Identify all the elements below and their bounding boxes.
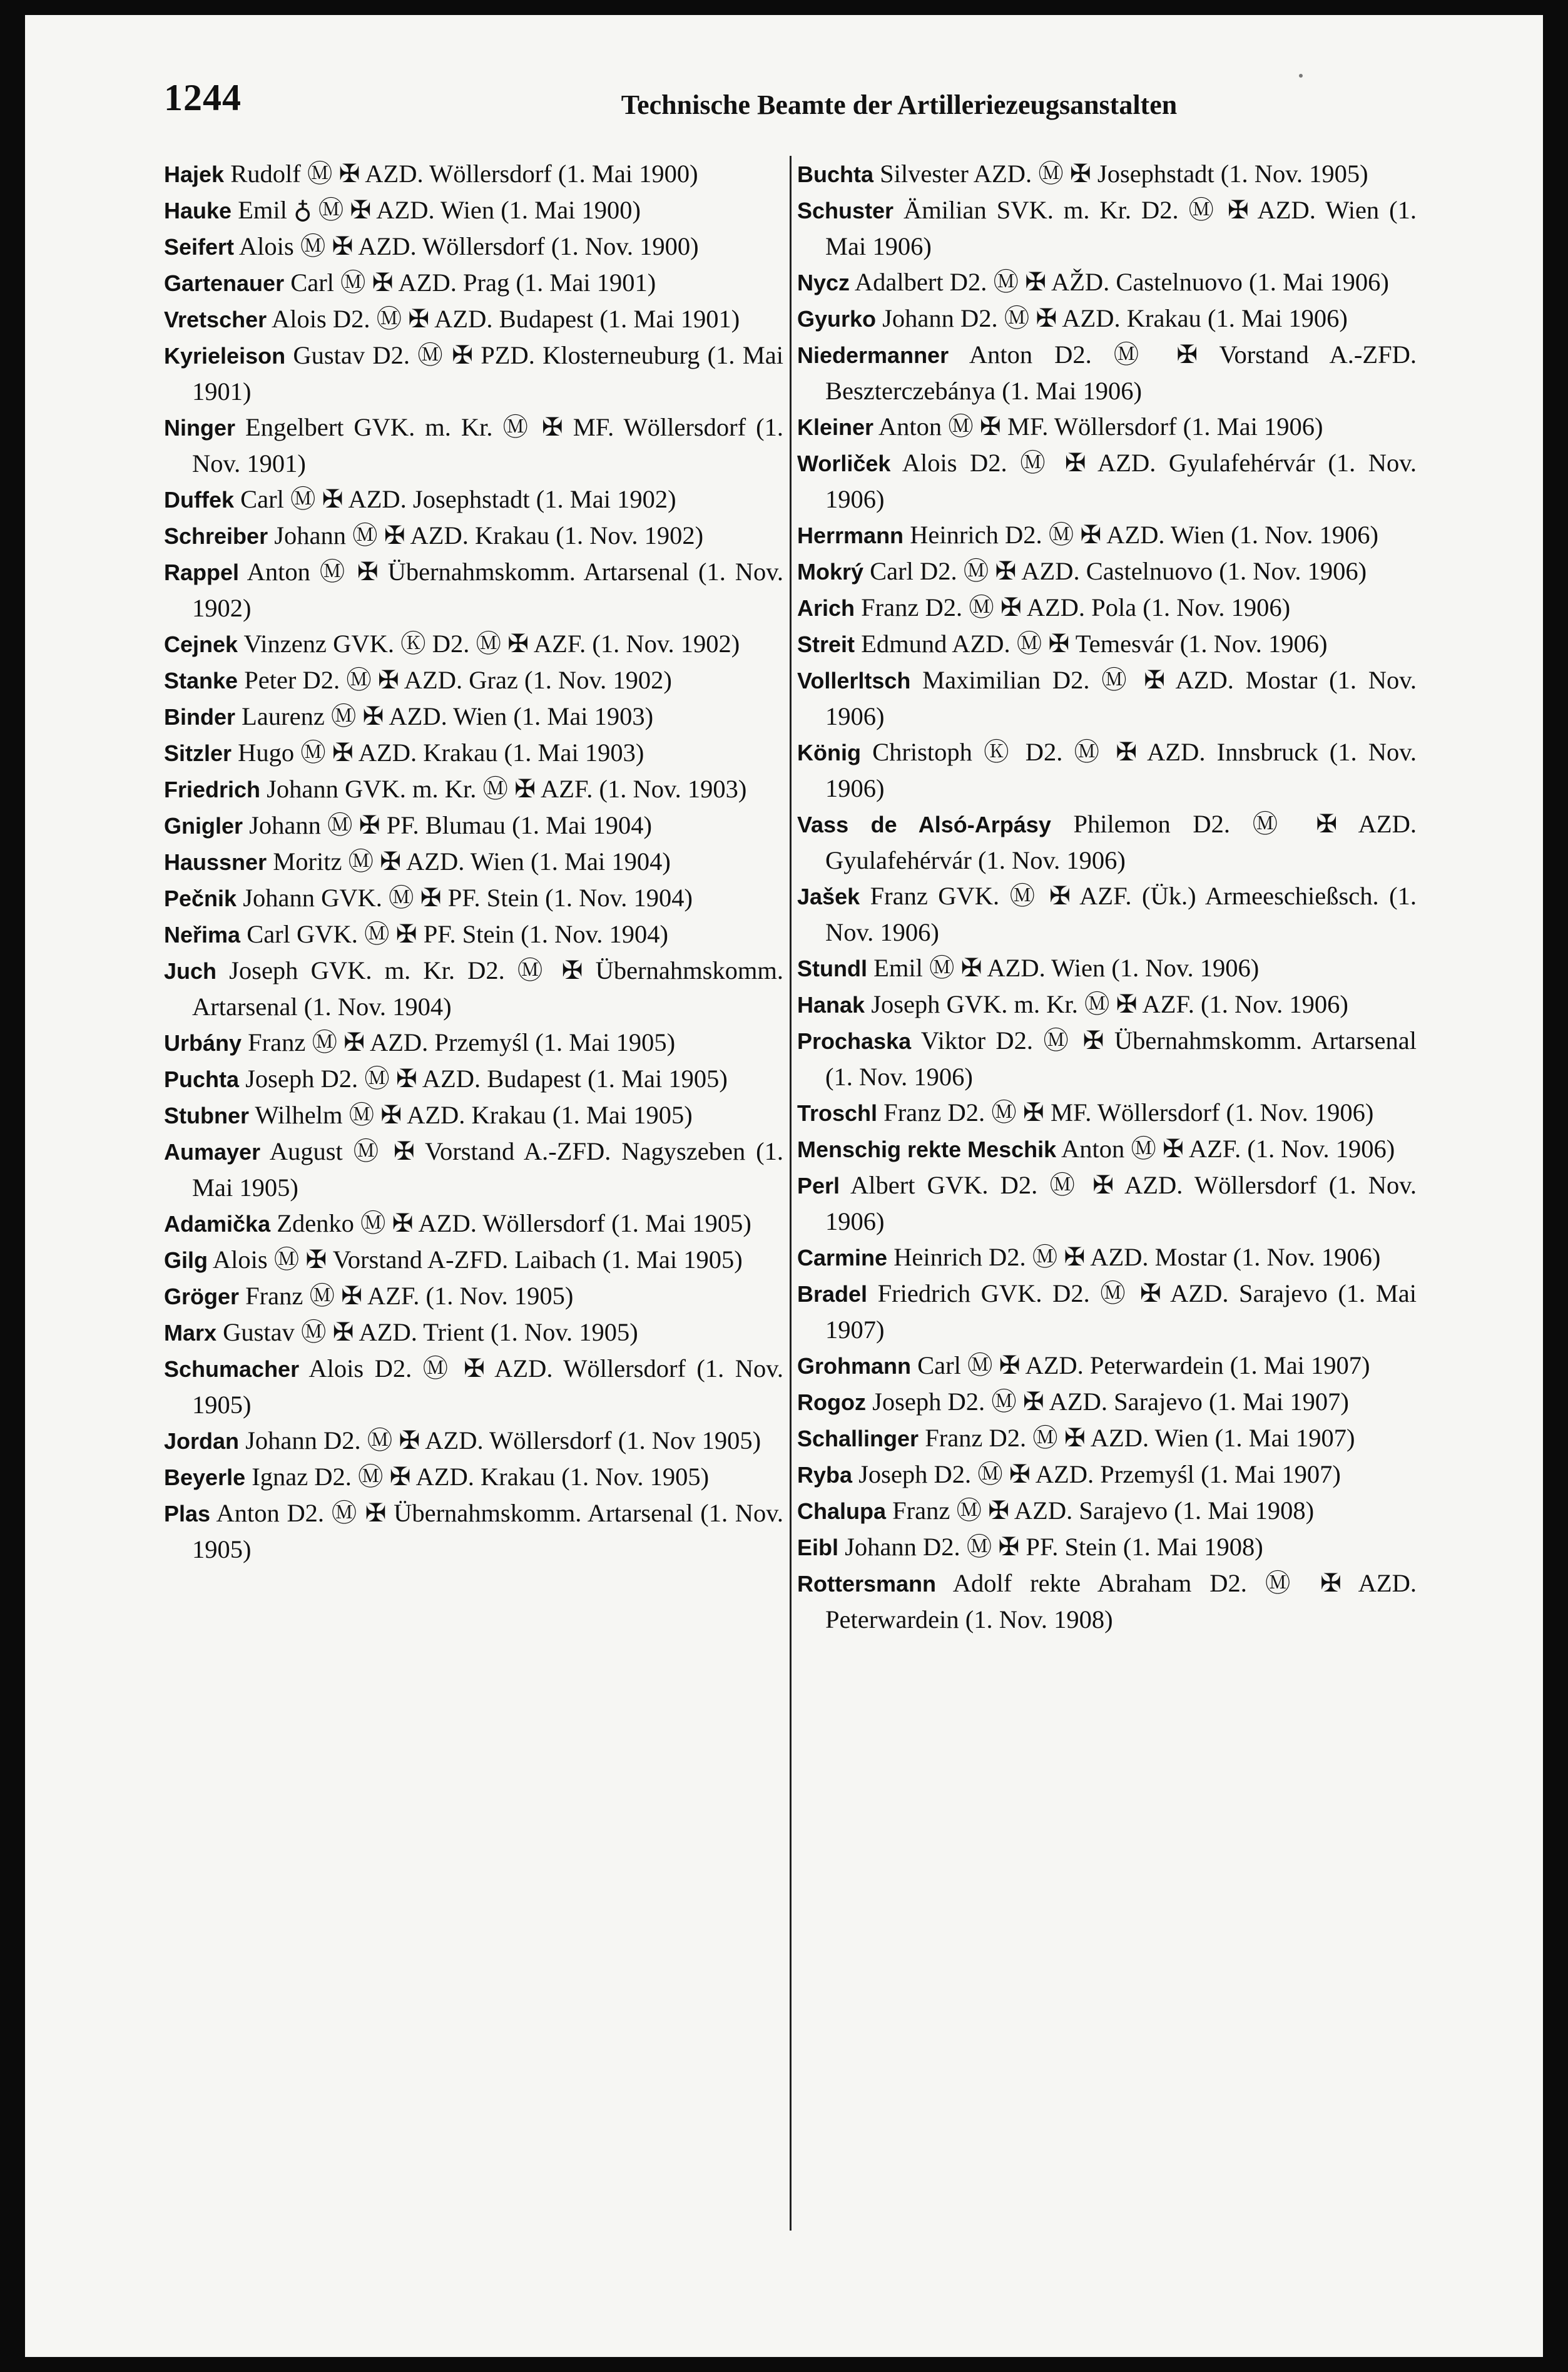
entry-details: Silvester AZD. Ⓜ ✠ Josephstadt (1. Nov. 1905) — [873, 160, 1368, 188]
entry-surname: Binder — [164, 704, 236, 730]
entry-surname: Vass de Alsó-Arpásy — [797, 812, 1051, 837]
entry-surname: Vretscher — [164, 307, 267, 332]
entry-details: Johann GVK. Ⓜ ✠ PF. Stein (1. Nov. 1904) — [237, 884, 693, 912]
register-entry — [797, 192, 1417, 264]
document-page — [25, 15, 1543, 2357]
entry-surname: Aumayer — [164, 1139, 261, 1165]
entry-surname: Buchta — [797, 161, 874, 187]
entry-details: Emil ♁ Ⓜ ✠ AZD. Wien (1. Mai 1900) — [232, 196, 641, 224]
entry-details: Zdenko Ⓜ ✠ AZD. Wöllersdorf (1. Mai 1905) — [270, 1209, 751, 1237]
entry-surname: Gyurko — [797, 306, 877, 332]
register-entry — [797, 1420, 1417, 1456]
register-entry — [164, 1133, 783, 1205]
entry-surname: Herrmann — [797, 523, 904, 548]
register-entry — [797, 950, 1417, 986]
entry-details: Alois Ⓜ ✠ Vorstand A-ZFD. Laibach (1. Mai 1905) — [208, 1245, 743, 1274]
register-entry — [164, 807, 783, 844]
register-entry — [164, 844, 783, 880]
running-title: Technische Beamte der Artilleriezeugsanstalten — [621, 89, 1178, 120]
register-entry — [164, 953, 783, 1025]
entry-surname: Schallinger — [797, 1426, 919, 1451]
entry-details: Alois Ⓜ ✠ AZD. Wöllersdorf (1. Nov. 1900) — [234, 232, 699, 260]
entry-surname: Gartenauer — [164, 270, 285, 296]
entry-details: Edmund AZD. Ⓜ ✠ Temesvár (1. Nov. 1906) — [855, 630, 1328, 658]
register-entry — [164, 1351, 783, 1423]
entry-surname: Ninger — [164, 415, 236, 441]
register-entry — [164, 228, 783, 265]
entry-surname: Eibl — [797, 1535, 839, 1560]
entry-surname: Hauke — [164, 198, 232, 223]
entry-details: Wilhelm Ⓜ ✠ AZD. Krakau (1. Mai 1905) — [249, 1101, 693, 1129]
entry-surname: Stundl — [797, 956, 867, 981]
entry-surname: Urbány — [164, 1030, 242, 1056]
register-entry — [797, 1347, 1417, 1384]
register-entry — [797, 1384, 1417, 1420]
entry-surname: Schreiber — [164, 523, 268, 549]
entry-details: Johann D2. Ⓜ ✠ AZD. Krakau (1. Mai 1906) — [876, 304, 1348, 332]
entry-surname: Bradel — [797, 1281, 868, 1307]
column-divider — [790, 156, 792, 2231]
entry-details: Ignaz D2. Ⓜ ✠ AZD. Krakau (1. Nov. 1905) — [245, 1463, 710, 1491]
register-entry — [797, 734, 1417, 806]
entry-details: Christoph Ⓚ D2. Ⓜ ✠ AZD. Innsbruck (1. Nov. 1906) — [825, 738, 1417, 802]
entry-details: Alois D2. Ⓜ ✠ AZD. Budapest (1. Mai 1901) — [267, 305, 740, 333]
entry-surname: Gnigler — [164, 813, 243, 839]
entry-details: Adolf rekte Abraham D2. Ⓜ ✠ AZD. Peterwardein (1. Nov. 1908) — [825, 1569, 1417, 1633]
entry-surname: Hajek — [164, 161, 225, 187]
entry-surname: Puchta — [164, 1066, 240, 1092]
entry-details: Albert GVK. D2. Ⓜ ✠ AZD. Wöllersdorf (1. Nov. 1906) — [825, 1171, 1417, 1235]
entry-details: Carl GVK. Ⓜ ✠ PF. Stein (1. Nov. 1904) — [240, 920, 668, 948]
entry-surname: Jašek — [797, 884, 860, 909]
entry-details: Anton Ⓜ ✠ Übernahmskomm. Artarsenal (1. Nov. 1902) — [192, 558, 783, 622]
entry-surname: Pečnik — [164, 886, 237, 911]
register-entry — [797, 878, 1417, 950]
register-entry — [164, 626, 783, 662]
register-entry — [797, 409, 1417, 445]
entry-details: Moritz Ⓜ ✠ AZD. Wien (1. Mai 1904) — [267, 847, 671, 876]
entry-surname: Plas — [164, 1501, 211, 1526]
entry-surname: Rogoz — [797, 1389, 866, 1415]
entry-details: Gustav Ⓜ ✠ AZD. Trient (1. Nov. 1905) — [216, 1318, 638, 1346]
entry-surname: Worliček — [797, 451, 891, 476]
entry-surname: Schumacher — [164, 1356, 300, 1382]
entry-details: Heinrich D2. Ⓜ ✠ AZD. Wien (1. Nov. 1906) — [904, 521, 1379, 549]
entry-surname: König — [797, 740, 861, 765]
entry-surname: Schuster — [797, 198, 894, 223]
entry-details: August Ⓜ ✠ Vorstand A.-ZFD. Nagyszeben (1. Mai 1905) — [192, 1137, 783, 1202]
entry-details: Maximilian D2. Ⓜ ✠ AZD. Mostar (1. Nov. 1906) — [825, 666, 1417, 730]
entry-surname: Kleiner — [797, 414, 874, 440]
entry-surname: Adamička — [164, 1211, 271, 1237]
entry-surname: Streit — [797, 631, 855, 657]
register-entry — [164, 880, 783, 916]
entry-details: Laurenz Ⓜ ✠ AZD. Wien (1. Mai 1903) — [235, 702, 654, 730]
entry-details: Franz GVK. Ⓜ ✠ AZF. (Ük.) Armeeschießsch. (1. Nov. 1906) — [825, 882, 1417, 946]
entry-surname: Perl — [797, 1173, 840, 1199]
entry-surname: Menschig rekte Meschik — [797, 1137, 1057, 1162]
register-entry — [797, 590, 1417, 626]
entry-details: Johann D2. Ⓜ ✠ PF. Stein (1. Mai 1908) — [838, 1533, 1263, 1561]
entry-surname: Nycz — [797, 270, 850, 295]
entry-details: Vinzenz GVK. Ⓚ D2. Ⓜ ✠ AZF. (1. Nov. 1902) — [238, 630, 740, 658]
entry-details: Franz D2. Ⓜ ✠ AZD. Pola (1. Nov. 1906) — [855, 593, 1291, 621]
entry-details: Joseph D2. Ⓜ ✠ AZD. Przemyśl (1. Mai 1907) — [852, 1460, 1341, 1488]
register-entry — [797, 1275, 1417, 1347]
register-entry — [797, 1167, 1417, 1239]
entry-surname: Rappel — [164, 560, 240, 585]
register-entry — [797, 1456, 1417, 1493]
register-entry — [164, 1314, 783, 1351]
register-entry — [797, 1131, 1417, 1167]
register-entry — [164, 1061, 783, 1097]
register-entry — [797, 1239, 1417, 1275]
entry-surname: Stubner — [164, 1103, 250, 1128]
entry-details: Carl D2. Ⓜ ✠ AZD. Castelnuovo (1. Nov. 1906) — [863, 557, 1367, 585]
entry-surname: Troschl — [797, 1100, 878, 1126]
entry-surname: Carmine — [797, 1245, 888, 1270]
entry-details: Carl Ⓜ ✠ AZD. Peterwardein (1. Mai 1907) — [911, 1351, 1370, 1379]
register-entry — [164, 735, 783, 771]
page-header — [164, 70, 1415, 133]
register-entry — [164, 916, 783, 953]
entry-surname: Neřima — [164, 922, 241, 948]
register-entry — [164, 301, 783, 337]
register-entry — [797, 300, 1417, 337]
page-number: 1244 — [164, 77, 242, 118]
right-column — [797, 156, 1417, 2234]
register-entry — [164, 771, 783, 807]
register-entry — [164, 192, 783, 228]
entry-details: Johann D2. Ⓜ ✠ AZD. Wöllersdorf (1. Nov 1905) — [239, 1426, 761, 1454]
register-entry — [164, 1495, 783, 1567]
register-entry — [164, 481, 783, 518]
register-entry — [797, 1095, 1417, 1131]
entry-details: Peter D2. Ⓜ ✠ AZD. Graz (1. Nov. 1902) — [238, 666, 672, 694]
entry-surname: Juch — [164, 958, 217, 984]
register-entry — [797, 986, 1417, 1023]
register-entry — [797, 1529, 1417, 1565]
entry-details: Franz D2. Ⓜ ✠ MF. Wöllersdorf (1. Nov. 1906) — [877, 1098, 1374, 1127]
register-entry — [164, 1423, 783, 1459]
entry-details: Johann Ⓜ ✠ AZD. Krakau (1. Nov. 1902) — [268, 521, 704, 550]
entry-details: Anton Ⓜ ✠ AZF. (1. Nov. 1906) — [1056, 1135, 1395, 1163]
register-entry — [164, 1459, 783, 1495]
entry-details: Joseph GVK. m. Kr. D2. Ⓜ ✠ Übernahmskomm. Artarsenal (1. Nov. 1904) — [192, 956, 783, 1021]
entry-details: Johann Ⓜ ✠ PF. Blumau (1. Mai 1904) — [243, 811, 652, 839]
register-entry — [164, 337, 783, 409]
entry-details: Joseph GVK. m. Kr. Ⓜ ✠ AZF. (1. Nov. 1906) — [865, 990, 1348, 1018]
entry-surname: Prochaska — [797, 1028, 912, 1054]
entry-surname: Hanak — [797, 992, 865, 1018]
register-entry — [164, 518, 783, 554]
entry-details: Joseph D2. Ⓜ ✠ AZD. Sarajevo (1. Mai 1907) — [865, 1388, 1349, 1416]
entry-details: Franz Ⓜ ✠ AZD. Sarajevo (1. Mai 1908) — [886, 1496, 1315, 1525]
entry-details: Carl Ⓜ ✠ AZD. Prag (1. Mai 1901) — [284, 268, 656, 297]
entry-surname: Mokrý — [797, 559, 864, 585]
register-entry — [797, 1493, 1417, 1529]
entry-surname: Cejnek — [164, 631, 238, 657]
entry-details: Gustav D2. Ⓜ ✠ PZD. Klosterneuburg (1. Mai 1901) — [192, 341, 783, 406]
register-entry — [164, 1097, 783, 1133]
entry-surname: Marx — [164, 1320, 217, 1346]
register-entry — [164, 1025, 783, 1061]
entry-details: Alois D2. Ⓜ ✠ AZD. Wöllersdorf (1. Nov. 1905) — [192, 1354, 783, 1419]
register-entry — [164, 265, 783, 301]
entry-surname: Rottersmann — [797, 1571, 937, 1597]
register-entry — [797, 1565, 1417, 1637]
register-entry — [797, 553, 1417, 590]
entry-details: Franz D2. Ⓜ ✠ AZD. Wien (1. Mai 1907) — [919, 1424, 1355, 1452]
entry-details: Emil Ⓜ ✠ AZD. Wien (1. Nov. 1906) — [867, 954, 1260, 982]
entry-details: Philemon D2. Ⓜ ✠ AZD. Gyulafehérvár (1. Nov. 1906) — [825, 810, 1417, 874]
entry-details: Johann GVK. m. Kr. Ⓜ ✠ AZF. (1. Nov. 1903) — [260, 775, 747, 803]
register-entry — [164, 1242, 783, 1278]
entry-details: Adalbert D2. Ⓜ ✠ AŽD. Castelnuovo (1. Mai 1906) — [850, 268, 1389, 296]
entry-surname: Friedrich — [164, 777, 261, 802]
entry-details: Anton Ⓜ ✠ MF. Wöllersdorf (1. Mai 1906) — [873, 412, 1323, 441]
entry-surname: Duffek — [164, 487, 235, 513]
register-entry — [797, 517, 1417, 553]
entry-details: Carl Ⓜ ✠ AZD. Josephstadt (1. Mai 1902) — [234, 485, 676, 513]
entry-details: Joseph D2. Ⓜ ✠ AZD. Budapest (1. Mai 1905) — [239, 1065, 728, 1093]
entry-details: Viktor D2. Ⓜ ✠ Übernahmskomm. Artarsenal (1. Nov. 1906) — [825, 1026, 1417, 1091]
register-entry — [797, 337, 1417, 409]
register-entry — [797, 662, 1417, 734]
entry-details: Friedrich GVK. D2. Ⓜ ✠ AZD. Sarajevo (1. Mai 1907) — [825, 1279, 1417, 1344]
register-entry — [164, 1205, 783, 1242]
left-column — [164, 156, 783, 2234]
entry-surname: Kyrieleison — [164, 343, 286, 369]
entry-details: Franz Ⓜ ✠ AZF. (1. Nov. 1905) — [239, 1282, 574, 1310]
entry-details: Anton D2. Ⓜ ✠ Übernahmskomm. Artarsenal (1. Nov. 1905) — [192, 1499, 783, 1563]
entry-surname: Beyerle — [164, 1465, 246, 1490]
entry-details: Anton D2. Ⓜ ✠ Vorstand A.-ZFD. Beszterczebánya (1. Mai 1906) — [825, 340, 1417, 405]
register-entry — [164, 662, 783, 698]
entry-surname: Chalupa — [797, 1498, 887, 1524]
entry-surname: Stanke — [164, 668, 238, 693]
entry-surname: Haussner — [164, 849, 267, 875]
register-entry — [797, 626, 1417, 662]
entry-details: Ämilian SVK. m. Kr. D2. Ⓜ ✠ AZD. Wien (1. Mai 1906) — [825, 196, 1417, 260]
entry-details: Engelbert GVK. m. Kr. Ⓜ ✠ MF. Wöllersdorf (1. Nov. 1901) — [192, 413, 783, 478]
register-entry — [164, 1278, 783, 1314]
entry-surname: Grohmann — [797, 1353, 912, 1379]
entry-details: Franz Ⓜ ✠ AZD. Przemyśl (1. Mai 1905) — [242, 1028, 676, 1056]
entry-surname: Gilg — [164, 1247, 208, 1273]
entry-details: Rudolf Ⓜ ✠ AZD. Wöllersdorf (1. Mai 1900) — [224, 160, 698, 188]
register-entry — [164, 698, 783, 735]
entry-surname: Niedermanner — [797, 342, 949, 368]
register-entry — [164, 409, 783, 481]
register-entry — [797, 445, 1417, 517]
entry-details: Hugo Ⓜ ✠ AZD. Krakau (1. Mai 1903) — [232, 739, 644, 767]
register-entry — [164, 554, 783, 626]
entry-surname: Seifert — [164, 234, 235, 260]
entry-details: Heinrich D2. Ⓜ ✠ AZD. Mostar (1. Nov. 1906) — [887, 1243, 1381, 1271]
register-entry — [797, 264, 1417, 300]
entry-surname: Arich — [797, 595, 855, 621]
entry-details: Alois D2. Ⓜ ✠ AZD. Gyulafehérvár (1. Nov. 1906) — [825, 449, 1417, 513]
register-entry — [797, 1023, 1417, 1095]
register-entry — [797, 806, 1417, 878]
register-entry — [164, 156, 783, 192]
entry-surname: Jordan — [164, 1428, 240, 1454]
entry-surname: Vollerltsch — [797, 668, 911, 693]
entry-surname: Ryba — [797, 1462, 853, 1488]
entry-surname: Gröger — [164, 1284, 240, 1309]
entry-surname: Sitzler — [164, 740, 232, 766]
register-entry — [797, 156, 1417, 192]
